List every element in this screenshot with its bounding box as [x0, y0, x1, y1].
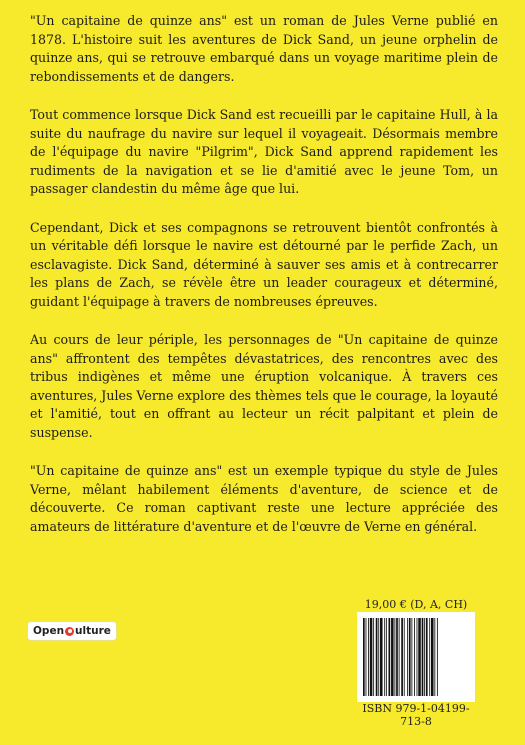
- barcode-bar: [429, 618, 430, 696]
- barcode-bar: [378, 618, 379, 696]
- barcode-bar: [380, 618, 383, 696]
- price-label: 19,00 € (D, A, CH): [364, 598, 468, 611]
- logo-c-icon: [65, 627, 74, 636]
- barcode-bar: [407, 618, 408, 696]
- barcode-bar: [411, 618, 412, 696]
- barcode-bar: [437, 618, 438, 696]
- barcode-bar: [434, 618, 435, 696]
- blurb-paragraph: Au cours de leur périple, les personnages de "Un capitaine de quinze ans" affrontent des tempêtes dévastatrices, des rencontres avec des tribus indigènes et même une éruption volcanique. À travers ces aventures, Jules Verne explore des thèmes tels que le courage, la loyauté et l'amitié, tout en offrant au lecteur un récit palpitant et plein de suspense.: [30, 332, 498, 440]
- barcode-bar: [384, 618, 385, 696]
- blurb-paragraph: Tout commence lorsque Dick Sand est recueilli par le capitaine Hull, à la suite du naufrage du navire sur lequel il voyageait. Désormais membre de l'équipage du navire "Pilgrim", Dick Sand apprend rapidement les rudiments de la navigation et se lie d'amitié avec le jeune Tom, un passager clandestin du même âge que lui.: [30, 107, 498, 196]
- barcode-bar: [401, 618, 403, 696]
- barcode-bar: [422, 618, 424, 696]
- barcode-bar: [366, 618, 367, 696]
- barcode-bar: [391, 618, 394, 696]
- barcode-bar: [404, 618, 405, 696]
- publisher-logo: [28, 622, 116, 640]
- blurb-paragraph: "Un capitaine de quinze ans" est un exemple typique du style de Jules Verne, mêlant habilement éléments d'aventure, de science et de découverte. Ce roman captivant reste une lecture appréciée des amateurs de littérature d'aventure et de l'œuvre de Verne en général.: [30, 463, 498, 534]
- logo-text-prefix: Open: [33, 625, 65, 637]
- barcode-bar: [368, 618, 369, 696]
- barcode-bar: [399, 618, 400, 696]
- barcode-bar: [389, 618, 391, 696]
- blurb-paragraph: Cependant, Dick et ses compagnons se retrouvent bientôt confrontés à un véritable défi lorsque le navire est détourné par le perfide Zach, un esclavagiste. Dick Sand, déterminé à sauver ses amis et à contrecarrer les plans de Zach, se révèle être un leader courageux et déterminé, guidant l'équipage à travers de nombreuses épreuves.: [30, 219, 498, 309]
- blurb-paragraph: "Un capitaine de quinze ans" est un roman de Jules Verne publié en 1878. L'histoire suit les aventures de Dick Sand, un jeune orphelin de quinze ans, qui se retrouve embarqué dans un voyage maritime plein de rebondissements et de dangers.: [30, 13, 498, 84]
- logo-text-suffix: ulture: [75, 625, 111, 637]
- barcode-bar: [414, 618, 415, 696]
- barcode-bar: [363, 618, 365, 696]
- barcode-bar: [373, 618, 374, 696]
- isbn-label: ISBN 979-1-04199-713-8: [362, 702, 470, 728]
- barcode-bar: [396, 618, 398, 696]
- blurb: [30, 12, 498, 556]
- barcode-bar: [418, 618, 421, 696]
- barcode-bar: [426, 618, 428, 696]
- barcode-bar: [370, 618, 373, 696]
- barcode-bar: [424, 618, 425, 696]
- barcode-bar: [409, 618, 411, 696]
- barcode-bar: [394, 618, 395, 696]
- barcode: [357, 612, 475, 702]
- barcode-bar: [431, 618, 434, 696]
- barcode-bar: [417, 618, 418, 696]
- barcode-icon: [363, 618, 469, 696]
- barcode-bar: [376, 618, 378, 696]
- barcode-bar: [386, 618, 387, 696]
